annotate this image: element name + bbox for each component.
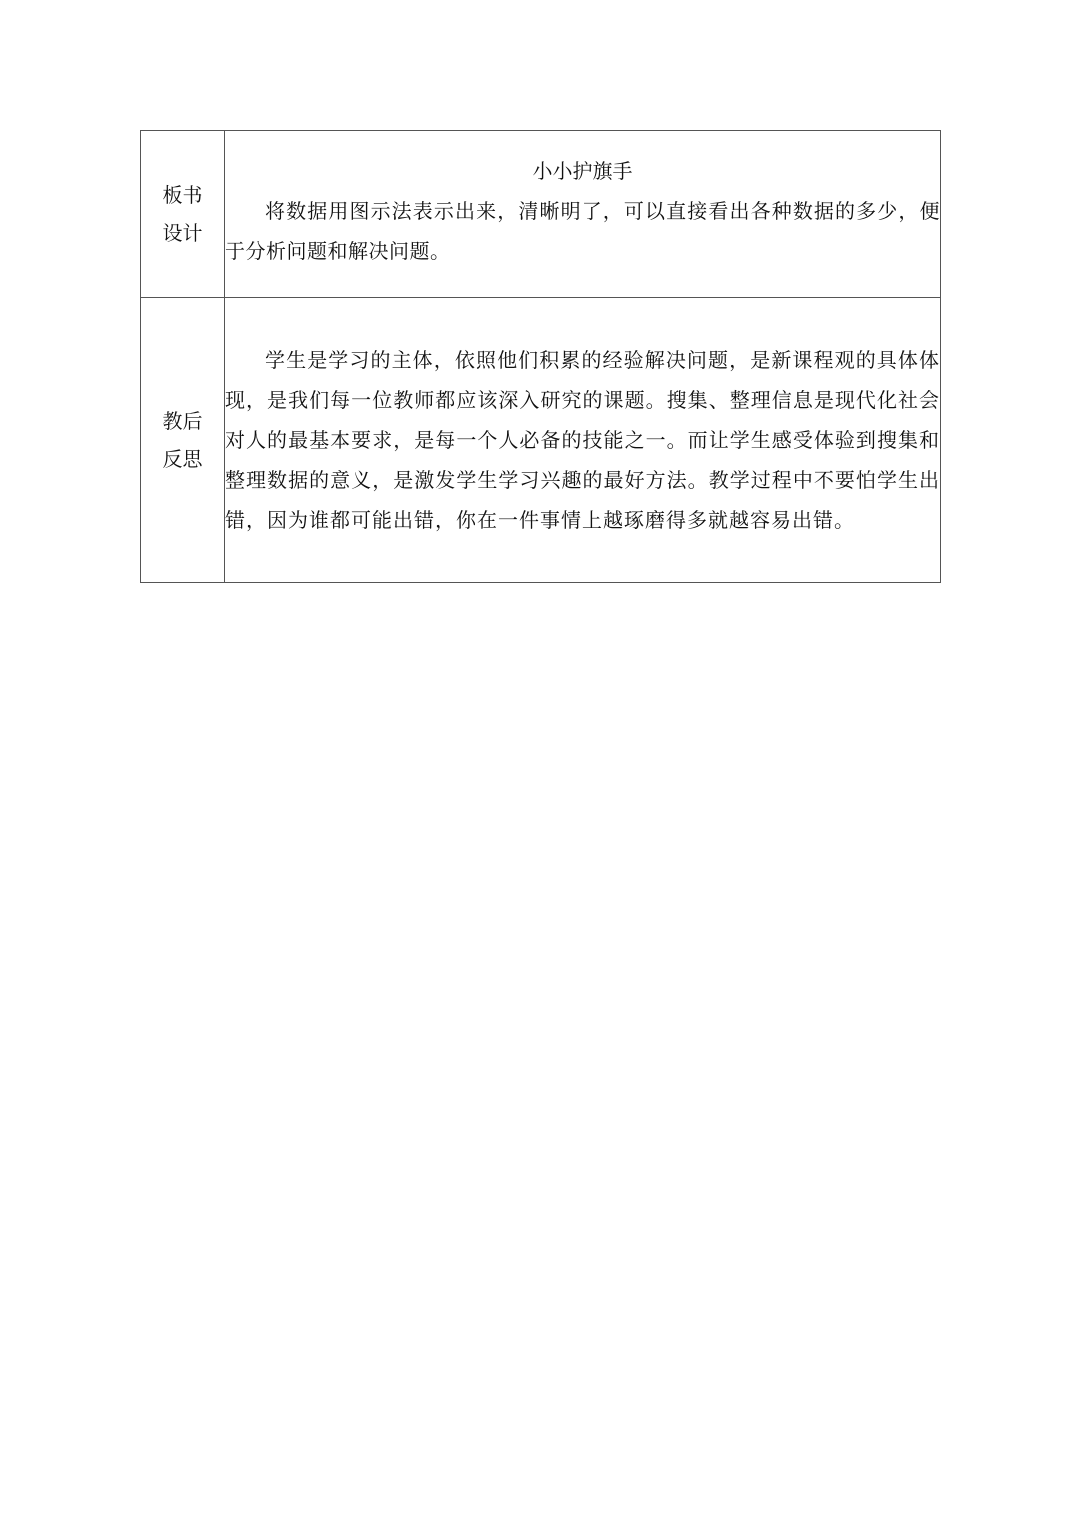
reflection-label-line1: 教后 — [162, 409, 203, 433]
reflection-content — [225, 298, 941, 583]
table-row-reflection — [141, 298, 941, 583]
board-title: 小小护旗手 — [532, 159, 633, 183]
lesson-table — [140, 130, 941, 583]
board-design-content — [225, 131, 941, 298]
board-design-label-line2: 设计 — [162, 221, 203, 245]
reflection-label — [141, 298, 225, 583]
board-design-label-line1: 板书 — [162, 183, 203, 207]
table-row-board-design — [141, 131, 941, 298]
board-design-label — [141, 131, 225, 298]
board-design-text: 将数据用图示法表示出来，清晰明了，可以直接看出各种数据的多少，便于分析问题和解决问题。 — [225, 199, 940, 263]
reflection-label-line2: 反思 — [162, 447, 203, 471]
reflection-text: 学生是学习的主体，依照他们积累的经验解决问题，是新课程观的具体体现，是我们每一位教师都应该深入研究的课题。搜集、整理信息是现代化社会对人的最基本要求，是每一个人必备的技能之一。而让学生感受体验到搜集和整理数据的意义，是激发学生学习兴趣的最好方法。教学过程中不要怕学生出错，因为谁都可能出错，你在一件事情上越琢磨得多就越容易出错。 — [225, 348, 940, 532]
